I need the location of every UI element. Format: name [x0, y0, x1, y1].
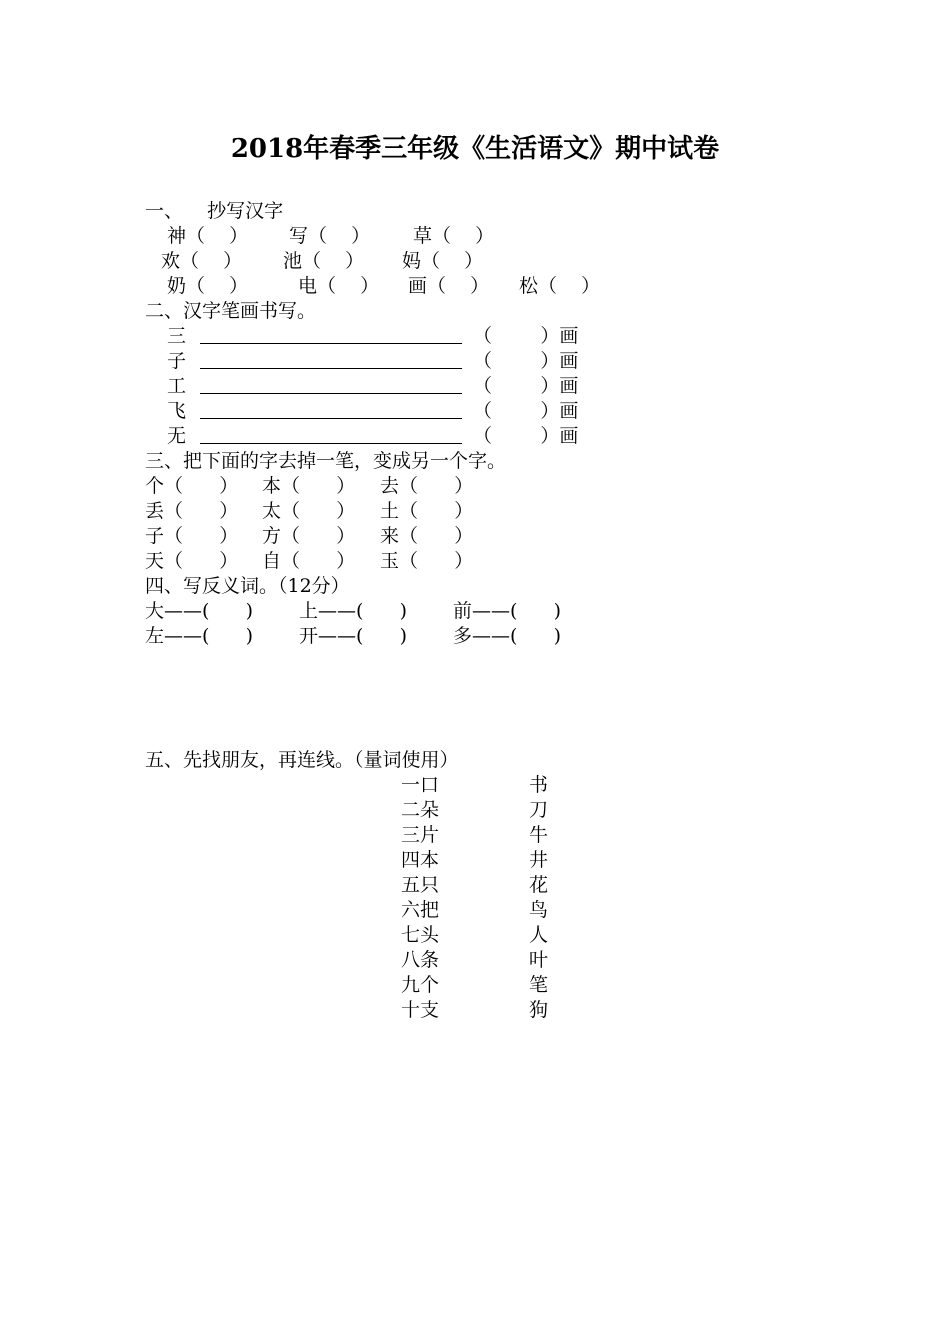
remove-stroke-item: 方（ ）: [262, 525, 356, 547]
antonym-item: 前——( ): [453, 600, 562, 622]
antonym-item: 上——( ): [299, 600, 408, 622]
stroke-char: 飞: [167, 400, 187, 422]
antonym-item: 大——( ): [145, 600, 254, 622]
stroke-count: （ ）画: [473, 400, 579, 422]
measure-word-left[interactable]: 六把: [401, 899, 440, 921]
copy-item: 妈（ ）: [402, 250, 484, 272]
measure-word-right[interactable]: 书: [529, 774, 549, 796]
writing-line[interactable]: [200, 343, 462, 344]
stroke-count: （ ）画: [473, 425, 579, 447]
remove-stroke-item: 天（ ）: [145, 550, 239, 572]
measure-word-right[interactable]: 牛: [529, 824, 549, 846]
measure-word-right[interactable]: 狗: [529, 999, 549, 1021]
measure-word-right[interactable]: 人: [529, 924, 549, 946]
remove-stroke-item: 自（ ）: [262, 550, 356, 572]
copy-item: 松（ ）: [519, 275, 601, 297]
section-3-heading: 三、把下面的字去掉一笔，变成另一个字。: [145, 450, 507, 472]
copy-item: 欢（ ）: [161, 250, 243, 272]
measure-word-left[interactable]: 八条: [401, 949, 440, 971]
remove-stroke-item: 土（ ）: [380, 500, 474, 522]
remove-stroke-item: 太（ ）: [262, 500, 356, 522]
measure-word-left[interactable]: 七头: [401, 924, 440, 946]
copy-item: 写（ ）: [289, 225, 371, 247]
measure-word-right[interactable]: 刀: [529, 799, 549, 821]
measure-word-right[interactable]: 花: [529, 874, 549, 896]
measure-word-left[interactable]: 二朵: [401, 799, 440, 821]
copy-item: 画（ ）: [408, 275, 490, 297]
copy-item: 草（ ）: [413, 225, 495, 247]
measure-word-right[interactable]: 井: [529, 849, 549, 871]
writing-line[interactable]: [200, 418, 462, 419]
remove-stroke-item: 本（ ）: [262, 475, 356, 497]
section-4-heading: 四、写反义词。（12分）: [145, 575, 350, 597]
page-title: 2018年春季三年级《生活语文》期中试卷: [230, 134, 720, 164]
measure-word-left[interactable]: 一口: [401, 774, 440, 796]
antonym-item: 多——( ): [453, 625, 562, 647]
stroke-char: 工: [167, 375, 187, 397]
writing-line[interactable]: [200, 393, 462, 394]
measure-word-right[interactable]: 笔: [529, 974, 549, 996]
remove-stroke-item: 玉（ ）: [380, 550, 474, 572]
copy-item: 奶（ ）: [167, 275, 249, 297]
stroke-count: （ ）画: [473, 350, 579, 372]
writing-line[interactable]: [200, 368, 462, 369]
measure-word-left[interactable]: 三片: [401, 824, 440, 846]
measure-word-left[interactable]: 五只: [401, 874, 440, 896]
measure-word-right[interactable]: 叶: [529, 949, 549, 971]
remove-stroke-item: 去（ ）: [380, 475, 474, 497]
antonym-item: 开——( ): [299, 625, 408, 647]
section-1-heading: 一、 抄写汉字: [145, 200, 284, 222]
section-2-heading: 二、汉字笔画书写。: [145, 300, 317, 322]
copy-item: 电（ ）: [298, 275, 380, 297]
measure-word-left[interactable]: 十支: [401, 999, 440, 1021]
stroke-char: 无: [167, 425, 187, 447]
stroke-char: 三: [167, 325, 187, 347]
copy-item: 池（ ）: [283, 250, 365, 272]
measure-word-left[interactable]: 九个: [401, 974, 440, 996]
writing-line[interactable]: [200, 443, 462, 444]
remove-stroke-item: 子（ ）: [145, 525, 239, 547]
copy-item: 神（ ）: [167, 225, 249, 247]
measure-word-right[interactable]: 鸟: [529, 899, 549, 921]
remove-stroke-item: 来（ ）: [380, 525, 474, 547]
stroke-count: （ ）画: [473, 375, 579, 397]
stroke-char: 子: [167, 350, 187, 372]
remove-stroke-item: 个（ ）: [145, 475, 239, 497]
section-5-heading: 五、先找朋友，再连线。（量词使用）: [145, 749, 459, 771]
antonym-item: 左——( ): [145, 625, 254, 647]
stroke-count: （ ）画: [473, 325, 579, 347]
remove-stroke-item: 丢（ ）: [145, 500, 239, 522]
measure-word-left[interactable]: 四本: [401, 849, 440, 871]
